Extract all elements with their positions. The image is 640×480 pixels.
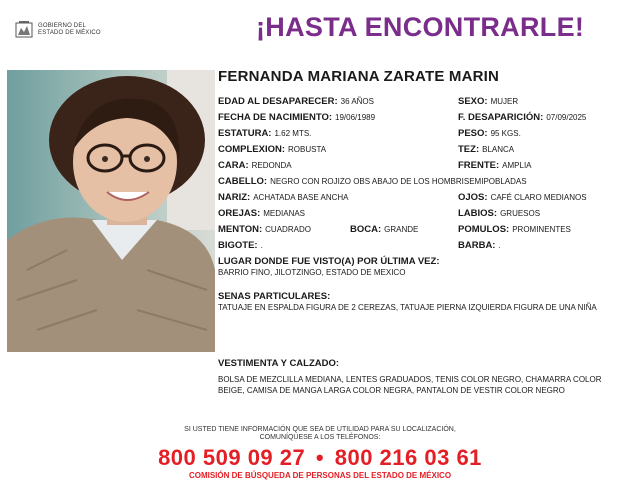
field-fecha-nacimiento: FECHA DE NACIMIENTO: 19/06/1989 xyxy=(218,112,376,123)
field-cabello: CABELLO: NEGRO CON ROJIZO OBS ABAJO DE LOS HOMBRISEMIPOBLADAS xyxy=(218,176,527,187)
contact-instructions: SI USTED TIENE INFORMACIÓN QUE SEA DE UTILIDAD PARA SU LOCALIZACIÓN, COMUNÍQUESE A LOS TELÉFONOS: xyxy=(184,426,456,441)
field-ojos: OJOS: CAFÉ CLARO MEDIANOS xyxy=(458,192,587,203)
phone-numbers xyxy=(0,445,640,471)
field-orejas: OREJAS: MEDIANAS xyxy=(218,208,306,219)
field-bigote: BIGOTE: . xyxy=(218,240,263,251)
field-fecha-desaparicion: F. DESAPARICIÓN: 07/09/2025 xyxy=(458,112,587,123)
phone-1[interactable]: 800 509 09 27 xyxy=(158,445,306,470)
field-tez: TEZ: BLANCA xyxy=(458,144,515,155)
distinguishing-marks-value: TATUAJE EN ESPALDA FIGURA DE 2 CEREZAS, TATUAJE PIERNA IZQUIERDA FIGURA DE UNA NIÑA xyxy=(218,303,597,312)
clothing-label: VESTIMENTA Y CALZADO: xyxy=(218,358,340,369)
clothing-value: BOLSA DE MEZCLILLA MEDIANA, LENTES GRADUADOS, TENIS COLOR NEGRO, CHAMARRA COLOR BEIGE, CAMISA DE MANGA LARGA COLOR NEGRA, PANTALON DE VESTIR COLOR NEGRO xyxy=(218,375,602,395)
field-boca: BOCA: GRANDE xyxy=(350,224,419,235)
field-estatura: ESTATURA: 1.62 MTS. xyxy=(218,128,312,139)
field-peso: PESO: 95 KGS. xyxy=(458,128,521,139)
field-edad: EDAD AL DESAPARECER: 36 AÑOS xyxy=(218,96,374,107)
phone-2[interactable]: 800 216 03 61 xyxy=(334,445,482,470)
distinguishing-marks-label: SENAS PARTICULARES: xyxy=(218,291,331,302)
field-labios: LABIOS: GRUESOS xyxy=(458,208,541,219)
last-seen-value: BARRIO FINO, JILOTZINGO, ESTADO DE MEXICO xyxy=(218,268,406,277)
government-name: GOBIERNO DEL ESTADO DE MÉXICO xyxy=(38,23,101,36)
field-sexo: SEXO: MUJER xyxy=(458,96,519,107)
last-seen-label: LUGAR DONDE FUE VISTO(A) POR ÚLTIMA VEZ: xyxy=(218,256,440,267)
person-name: FERNANDA MARIANA ZARATE MARIN xyxy=(218,68,500,85)
field-nariz: NARIZ: ACHATADA BASE ANCHA xyxy=(218,192,349,203)
field-frente: FRENTE: AMPLIA xyxy=(458,160,532,171)
field-complexion: COMPLEXION: ROBUSTA xyxy=(218,144,327,155)
government-logo xyxy=(14,20,101,40)
field-pomulos: POMULOS: PROMINENTES xyxy=(458,224,571,235)
phone-separator: • xyxy=(315,445,325,470)
person-photo xyxy=(7,70,215,352)
headline: ¡HASTA ENCONTRARLE! xyxy=(256,12,585,42)
field-cara: CARA: REDONDA xyxy=(218,160,292,171)
commission-name: COMISIÓN DE BÚSQUEDA DE PERSONAS DEL ESTADO DE MÉXICO xyxy=(188,471,452,480)
field-barba: BARBA: . xyxy=(458,240,501,251)
field-menton: MENTON: CUADRADO xyxy=(218,224,311,235)
state-crest-icon xyxy=(14,20,34,40)
